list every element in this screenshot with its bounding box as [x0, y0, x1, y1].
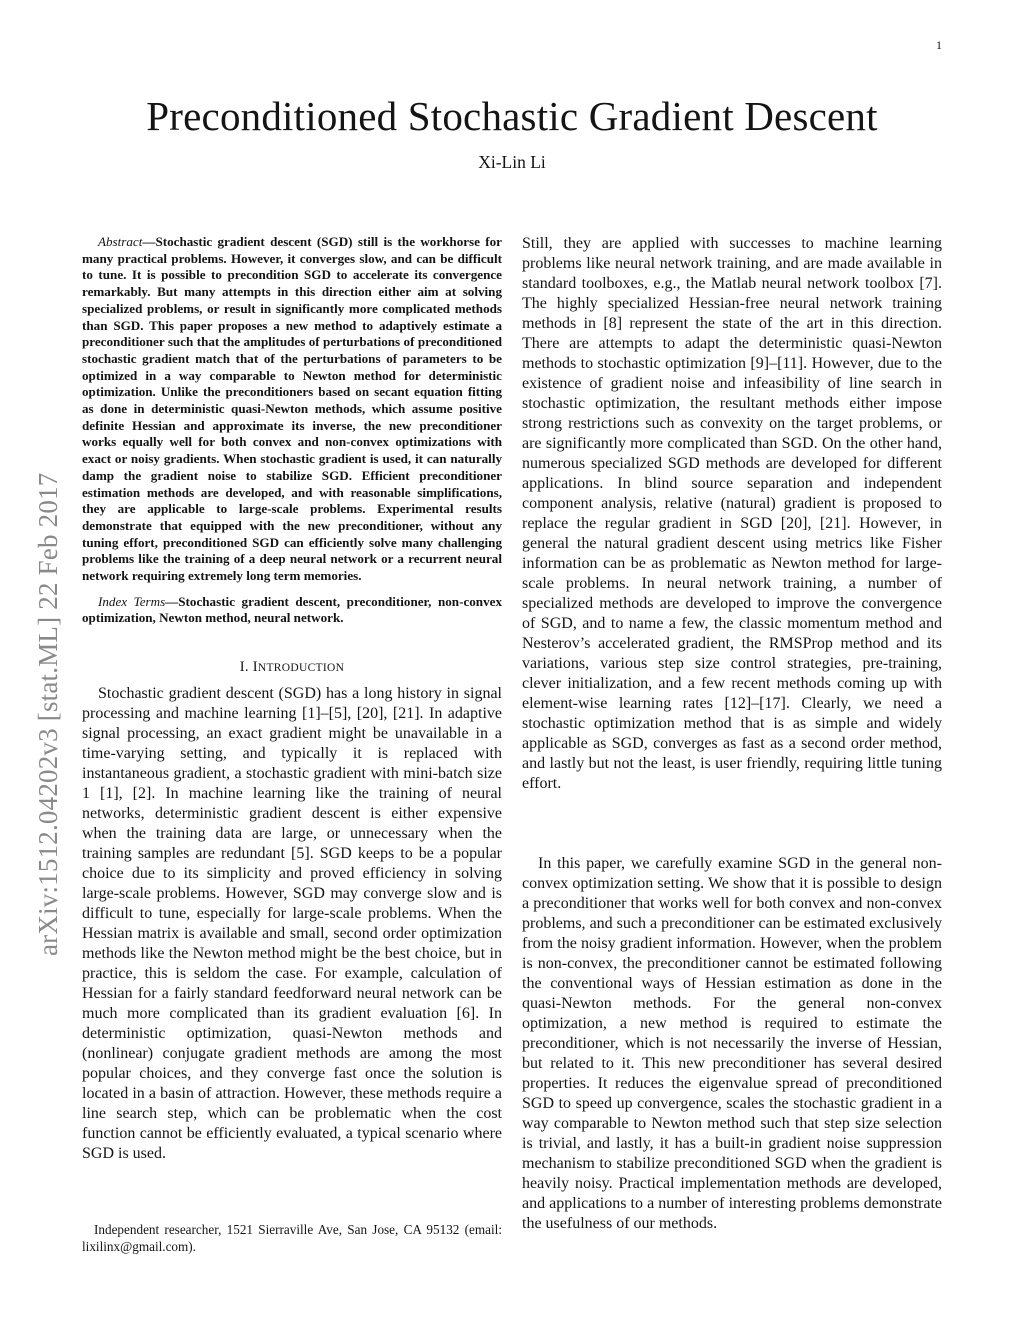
abstract [82, 234, 502, 585]
index-terms-label: Index Terms [98, 593, 166, 609]
right-column [522, 234, 942, 1234]
abstract-text: —Stochastic gradient descent (SGD) still is the workhorse for many practical problems. However, it converges slow, and can be difficult to tune. It is possible to precondition SGD to accelerate its convergence remarkably. But many attempts in this direction either aim at solving specialized problems, or result in significantly more complicated methods than SGD. This paper proposes a new method to adaptively estimate a preconditioner such that the amplitudes of perturbations of preconditioned stochastic gradient match that of the perturbations of parameters to be optimized in a way comparable to Newton method for deterministic optimization. Unlike the preconditioners based on secant equation fitting as done in deterministic quasi-Newton methods, which assume positive definite Hessian and approximate its inverse, the new preconditioner works equally well for both convex and non-convex optimizations with exact or noisy gradients. When stochastic gradient is used, it can naturally damp the gradient noise to stabilize SGD. Efficient preconditioner estimation methods are developed, and with reasonable simplifications, they are applicable to large-scale problems. Experimental results demonstrate that equipped with the new preconditioner, without any tuning effort, preconditioned SGD can efficiently solve many challenging problems like the training of a deep neural network or a recurrent neural network requiring extremely long term memories. [82, 234, 502, 584]
abstract-label: Abstract [98, 234, 143, 249]
section-title-initial: I [252, 659, 258, 676]
left-column [82, 234, 502, 1164]
index-terms [82, 594, 502, 627]
arxiv-identifier: arXiv:1512.04202v3 [stat.ML] 22 Feb 2017 [33, 472, 63, 956]
paper-title: Preconditioned Stochastic Gradient Descent [146, 93, 878, 139]
intro-paragraph-2: In this paper, we carefully examine SGD in the general non-convex optimization setting. We show that it is possible to design a preconditioner that works well for both convex and non-convex problems, and such a preconditioner can be estimated exclusively from the noisy gradient information. However, when the problem is non-convex, the preconditioner cannot be estimated following the conventional ways of Hessian estimation as done in the quasi-Newton methods. For the general non-convex optimization, a new method is required to estimate the preconditioner, which is not necessarily the inverse of Hessian, but related to it. This new preconditioner has several desired properties. It reduces the eigenvalue spread of preconditioned SGD to speed up convergence, scales the stochastic gradient in a way comparable to Newton method such that step size selection is trivial, and lastly, it has a built-in gradient noise suppression mechanism to stabilize preconditioned SGD when the gradient is heavily noisy. Practical implementation methods are developed, and applications to a number of interesting problems demonstrate the usefulness of our methods. [522, 855, 942, 1232]
author-name: Xi-Lin Li [478, 152, 546, 172]
footnote-affiliation: Independent researcher, 1521 Sierraville Ave, San Jose, CA 95132 (email: lixilinx@gmail.com). [82, 1222, 502, 1254]
index-terms-text: —Stochastic gradient descent, preconditioner, non-convex optimization, Newton method, neural network. [82, 593, 502, 626]
section-heading-introduction [82, 657, 502, 678]
intro-paragraph-1: Stochastic gradient descent (SGD) has a long history in signal processing and machine learning [1]–[5], [20], [21]. In adaptive signal processing, an exact gradient might be unavailable in a time-varying setting, and typically it is replaced with instantaneous gradient, a stochastic gradient with mini-batch size 1 [1], [2]. In machine learning like the training of neural networks, deterministic gradient descent is either expensive when the training data are large, or unnecessary when the training samples are redundant [5]. SGD keeps to be a popular choice due to its simplicity and proved efficiency in solving large-scale problems. However, SGD may converge slow and is difficult to tune, especially for large-scale problems. When the Hessian matrix is available and small, second order optimization methods like the Newton method might be the best choice, but in practice, this is seldom the case. For example, calculation of Hessian for a fairly standard feedforward neural network can be much more complicated than its gradient evaluation [6]. In deterministic optimization, quasi-Newton methods and (nonlinear) conjugate gradient methods are among the most popular choices, and they converge fast once the solution is located in a basin of attraction. However, these methods require a line search step, which can be problematic when the cost function cannot be efficiently evaluated, a typical scenario where SGD is used. [82, 685, 502, 1163]
page-number: 1 [936, 38, 942, 52]
abstract-paragraph [82, 234, 502, 585]
index-terms-paragraph [82, 594, 502, 627]
section-title-rest: NTRODUCTION [257, 662, 345, 675]
column-gap [522, 794, 942, 854]
section-numeral: I. [239, 659, 253, 676]
intro-paragraph-1-continued: Still, they are applied with successes to machine learning problems like neural network training, and are made available in standard toolboxes, e.g., the Matlab neural network toolbox [7]. The highly specialized Hessian-free neural network training methods in [8] represent the state of the art in this direction. There are attempts to adapt the deterministic quasi-Newton methods to stochastic optimization [9]–[11]. However, due to the existence of gradient noise and infeasibility of line search in stochastic optimization, the resultant methods either impose strong restrictions such as convexity on the target problems, or are significantly more complicated than SGD. On the other hand, numerous specialized SGD methods are developed for different applications. In blind source separation and independent component analysis, relative (natural) gradient is proposed to replace the regular gradient in SGD [20], [21]. However, in general the natural gradient descent using metrics like Fisher information can be as problematic as Newton method for large-scale problems. In neural network training, a number of specialized methods are developed to improve the convergence of SGD, and to name a few, the classic momentum method and Nesterov’s accelerated gradient, the RMSProp method and its variations, various step size control strategies, pre-training, clever initialization, and a few recent methods coming up with element-wise learning rates [12]–[17]. Clearly, we need a stochastic optimization method that is as simple and widely applicable as SGD, converges as fast as a second order method, and lastly but not the least, is user friendly, requiring little tuning effort. [522, 235, 942, 792]
